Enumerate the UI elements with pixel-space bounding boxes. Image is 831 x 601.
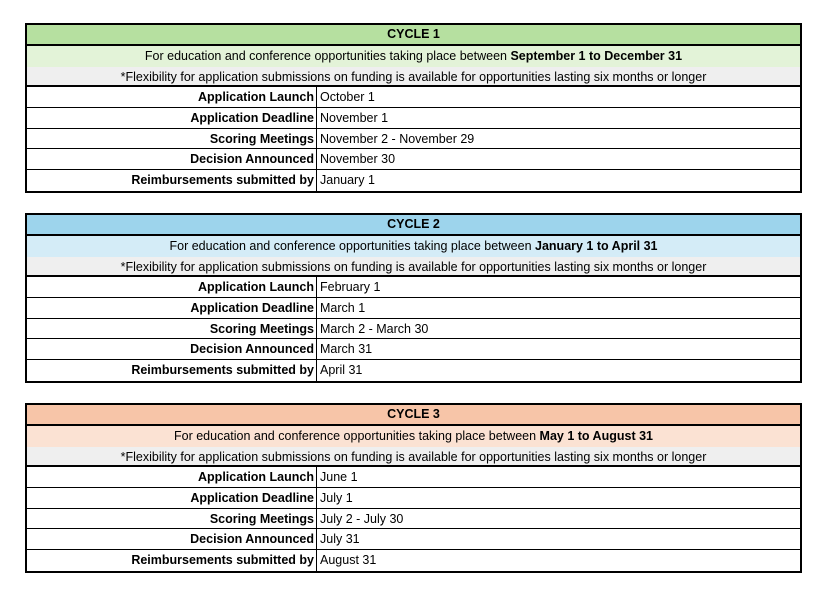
cycle-date-range [27, 46, 800, 67]
date-range-prefix: For education and conference opportunities taking place between [144, 49, 511, 63]
detail-value: April 31 [320, 363, 363, 378]
cycle-2-table [25, 213, 802, 383]
detail-label: Reimbursements submitted by [27, 550, 317, 571]
detail-row [27, 509, 800, 530]
flexibility-note: *Flexibility for application submissions on funding is available for opportunities lasting six months or longer [27, 447, 800, 468]
date-range-dates: January 1 to April 31 [535, 239, 658, 253]
detail-value: November 30 [320, 152, 396, 167]
detail-row [27, 319, 800, 340]
detail-value: July 1 [320, 491, 353, 506]
detail-label: Scoring Meetings [27, 319, 317, 339]
detail-value: February 1 [320, 280, 381, 295]
detail-value: October 1 [320, 90, 375, 105]
detail-row [27, 170, 800, 191]
flexibility-note: *Flexibility for application submissions on funding is available for opportunities lasting six months or longer [27, 67, 800, 88]
detail-label: Reimbursements submitted by [27, 170, 317, 191]
detail-label: Scoring Meetings [27, 509, 317, 529]
detail-label: Application Deadline [27, 488, 317, 508]
detail-label: Application Launch [27, 277, 317, 297]
detail-value: March 2 - March 30 [320, 321, 429, 336]
date-range-dates: September 1 to December 31 [510, 49, 683, 63]
date-range-prefix: For education and conference opportunities taking place between [174, 429, 540, 443]
detail-row [27, 529, 800, 550]
detail-row [27, 108, 800, 129]
flexibility-note: *Flexibility for application submissions on funding is available for opportunities lasting six months or longer [27, 257, 800, 278]
cycle-3-table [25, 403, 802, 573]
detail-row [27, 488, 800, 509]
detail-value: July 2 - July 30 [320, 511, 404, 526]
detail-row [27, 277, 800, 298]
detail-value: July 31 [320, 532, 360, 547]
detail-label: Reimbursements submitted by [27, 360, 317, 381]
date-range-prefix: For education and conference opportunities taking place between [169, 239, 536, 253]
detail-value: March 1 [320, 301, 366, 316]
date-range-dates: May 1 to August 31 [539, 429, 653, 443]
detail-row [27, 87, 800, 108]
cycle-date-range [27, 236, 800, 257]
detail-value: January 1 [320, 173, 375, 188]
detail-row [27, 360, 800, 381]
detail-label: Application Deadline [27, 108, 317, 128]
detail-value: November 1 [320, 111, 389, 126]
detail-label: Application Deadline [27, 298, 317, 318]
detail-value: November 2 - November 29 [320, 131, 475, 146]
detail-row [27, 298, 800, 319]
cycle-title: CYCLE 3 [27, 405, 800, 426]
detail-row [27, 129, 800, 150]
detail-row [27, 467, 800, 488]
detail-value: March 31 [320, 342, 373, 357]
detail-row [27, 550, 800, 571]
cycle-title: CYCLE 1 [27, 25, 800, 46]
detail-value: June 1 [320, 470, 358, 485]
detail-row [27, 149, 800, 170]
detail-row [27, 339, 800, 360]
detail-label: Scoring Meetings [27, 129, 317, 149]
detail-label: Application Launch [27, 87, 317, 107]
cycle-date-range [27, 426, 800, 447]
detail-label: Decision Announced [27, 529, 317, 549]
detail-label: Decision Announced [27, 339, 317, 359]
cycle-1-table [25, 23, 802, 193]
detail-label: Decision Announced [27, 149, 317, 169]
detail-value: August 31 [320, 553, 377, 568]
detail-label: Application Launch [27, 467, 317, 487]
cycle-title: CYCLE 2 [27, 215, 800, 236]
